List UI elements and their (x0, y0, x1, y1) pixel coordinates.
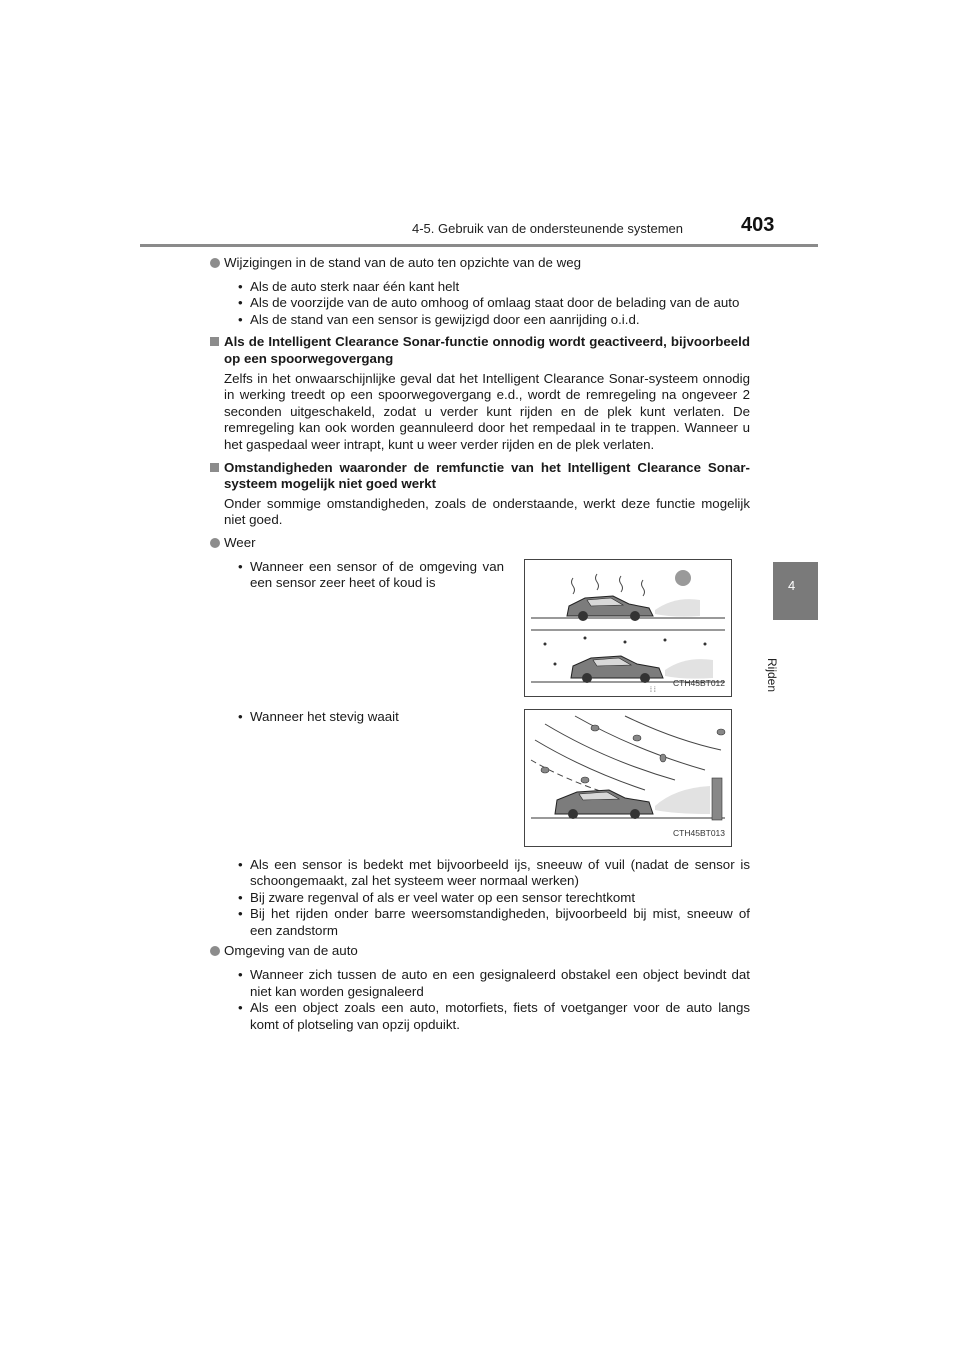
figure-code: CTH45BT012 (673, 677, 725, 688)
list-item: • Als de stand van een sensor is gewijzigd door een aanrijding o.i.d. (238, 312, 750, 329)
deactivated-heading (210, 334, 750, 367)
section-square-icon (210, 337, 219, 346)
chapter-tab (773, 562, 818, 620)
list-item: • Bij zware regenval of als er veel water op een sensor terechtkomt (238, 890, 750, 907)
bullet-dot-icon (210, 538, 220, 548)
list-item: • Wanneer het stevig waait (238, 709, 504, 726)
list-item: • Wanneer zich tussen de auto en een gesignaleerd obstakel een object bevindt dat niet kan worden gesignaleerd (238, 967, 750, 1000)
page-number: 403 (741, 214, 775, 236)
deactivated-heading-text: Als de Intelligent Clearance Sonar-functie onnodig wordt geactiveerd, bijvoorbeeld op een spoorwegovergang (224, 334, 750, 366)
bullet-dot-icon (210, 946, 220, 956)
changes-heading (210, 255, 750, 272)
deactivated-body: Zelfs in het onwaarschijnlijke geval dat het Intelligent Clearance Sonar-systeem onnodig in werking treedt op een spoorwegovergang e.d., wordt de remregeling na ongeveer 2 seconden uitgeschakeld, zodat u verder kunt rijden en de plek kunt verlaten. De remregeling kan ook worden geannuleerd door het rempedaal in te trappen. Wanneer u het gaspedaal weer intrapt, kunt u weer verder rijden en de plek verlaten. (224, 370, 750, 452)
list-item: • Als een object zoals een auto, motorfiets, fiets of voetganger voor de auto langs komt of plotseling van opzij opduikt. (238, 1000, 750, 1033)
figure-code: CTH45BT013 (673, 827, 725, 838)
surroundings-list (210, 967, 750, 1033)
wind-illustration (524, 709, 732, 847)
conditions-body: Onder sommige omstandigheden, zoals de onderstaande, werkt deze functie mogelijk niet goed. (224, 495, 750, 528)
list-item: • Wanneer een sensor of de omgeving van een sensor zeer heet of koud is (238, 559, 504, 592)
chapter-label-box (765, 628, 818, 693)
chapter-label: Rijden (765, 658, 779, 693)
list-item: • Als de auto sterk naar één kant helt (238, 279, 750, 296)
changes-list (210, 279, 750, 329)
section-title: 4-5. Gebruik van de ondersteunende systemen (412, 221, 684, 236)
wind-list (210, 709, 504, 726)
surroundings-heading-text: Omgeving van de auto (224, 943, 358, 959)
surroundings-heading (210, 943, 750, 960)
section-square-icon (210, 463, 219, 472)
page-content (210, 255, 750, 1037)
weather-heading-text: Weer (224, 534, 256, 550)
weather-list (210, 857, 750, 940)
changes-heading-text: Wijzigingen in de stand van de auto ten opzichte van de weg (224, 255, 582, 270)
conditions-heading-text: Omstandigheden waaronder de remfunctie van het Intelligent Clearance Sonar-systeem mogelijk niet goed werkt (224, 459, 750, 492)
list-item: • Als de voorzijde van de auto omhoog of omlaag staat door de belading van de auto (238, 295, 750, 312)
list-item: • Bij het rijden onder barre weersomstandigheden, bijvoorbeeld bij mist, sneeuw of een zandstorm (238, 906, 750, 939)
svg-text:⁞ ⁞: ⁞ ⁞ (650, 686, 656, 694)
bullet-dot-icon (210, 258, 220, 268)
header-rule (140, 244, 818, 247)
figure-row-wind (210, 709, 750, 857)
figure-row-temperature (210, 559, 750, 709)
temperature-list (210, 559, 504, 592)
list-item: • Als een sensor is bedekt met bijvoorbeeld ijs, sneeuw of vuil (nadat de sensor is schoongemaakt, zal het systeem weer normaal werken) (238, 857, 750, 890)
chapter-number: 4 (788, 578, 796, 593)
weather-heading (210, 535, 750, 552)
conditions-heading (210, 460, 750, 493)
temperature-illustration (524, 559, 732, 697)
